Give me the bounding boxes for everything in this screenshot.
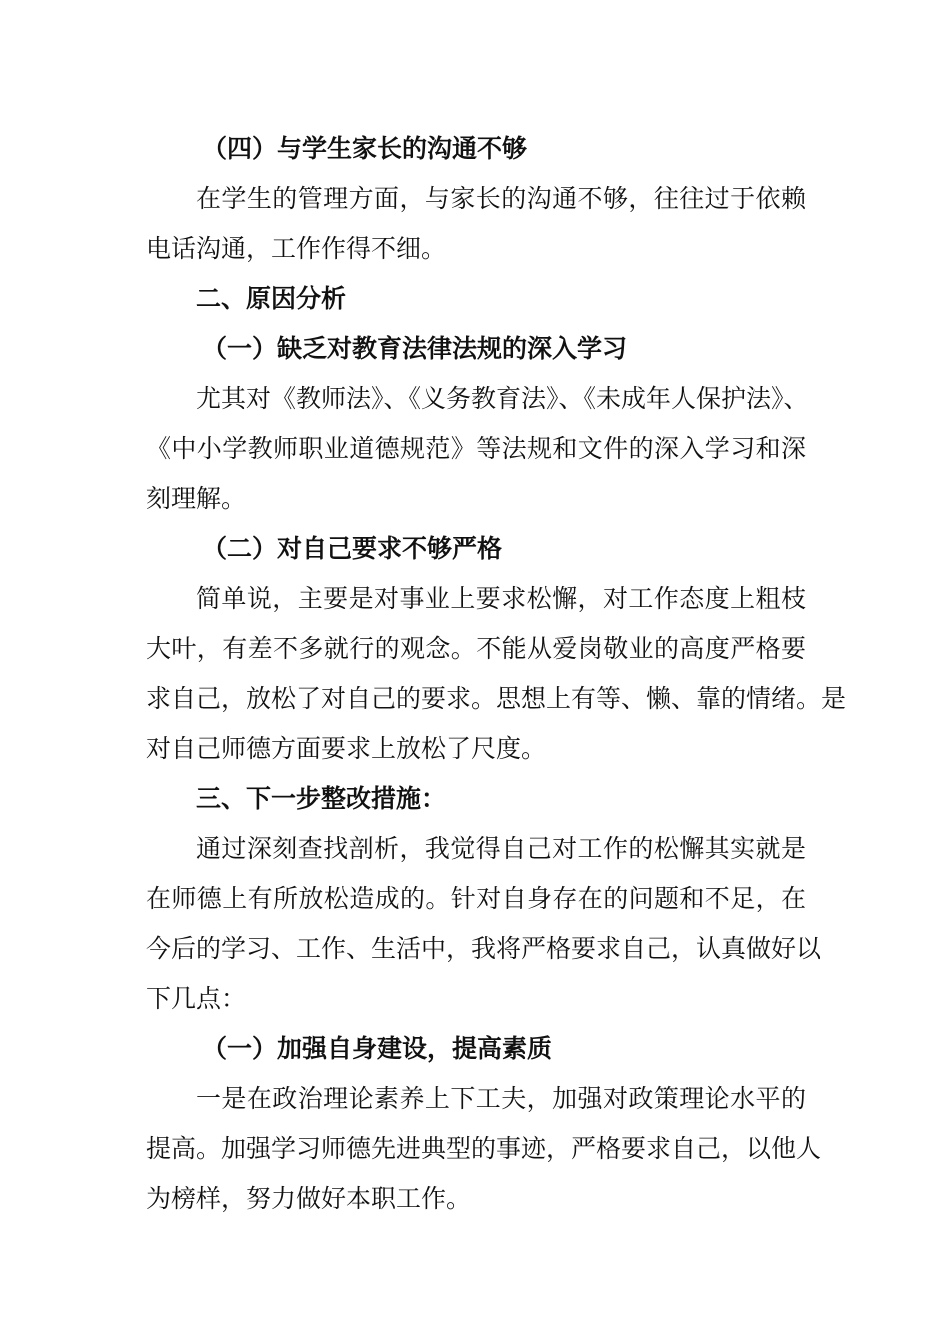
paragraph-line: 对自己师德方面要求上放松了尺度。 <box>146 734 547 763</box>
paragraph-line: 下几点： <box>146 984 247 1013</box>
section-heading-law-study: （一）缺乏对教育法律法规的深入学习 <box>202 334 628 363</box>
paragraph-line: 电话沟通，工作作得不细。 <box>146 234 447 263</box>
paragraph-line: 在学生的管理方面，与家长的沟通不够，往往过于依赖 <box>196 184 806 213</box>
section-heading-self-discipline: （二）对自己要求不够严格 <box>202 534 503 563</box>
paragraph-line: 刻理解。 <box>146 484 247 513</box>
paragraph-line: 提高。加强学习师德先进典型的事迹，严格要求自己，以他人 <box>146 1134 822 1163</box>
document-page <box>146 124 847 1224</box>
section-heading-self-improvement: （一）加强自身建设，提高素质 <box>202 1034 553 1063</box>
section-heading-cause-analysis: 二、原因分析 <box>196 284 347 313</box>
paragraph-line: 在师德上有所放松造成的。针对自身存在的问题和不足，在 <box>146 884 806 913</box>
paragraph-line: 为榜样，努力做好本职工作。 <box>146 1184 472 1213</box>
paragraph-line: 今后的学习、工作、生活中，我将严格要求自己，认真做好以 <box>146 934 822 963</box>
paragraph-line: 求自己，放松了对自己的要求。思想上有等、懒、靠的情绪。是 <box>146 684 847 713</box>
section-heading-rectification: 三、下一步整改措施： <box>196 784 447 813</box>
paragraph-line: 《中小学教师职业道德规范》等法规和文件的深入学习和深 <box>146 434 806 463</box>
section-heading-communication: （四）与学生家长的沟通不够 <box>202 134 528 163</box>
paragraph-line: 一是在政治理论素养上下工夫，加强对政策理论水平的 <box>196 1084 806 1113</box>
paragraph-line: 大叶，有差不多就行的观念。不能从爱岗敬业的高度严格要 <box>146 634 806 663</box>
paragraph-line: 简单说，主要是对事业上要求松懈，对工作态度上粗枝 <box>196 584 806 613</box>
paragraph-line: 通过深刻查找剖析，我觉得自己对工作的松懈其实就是 <box>196 834 806 863</box>
paragraph-line: 尤其对《教师法》、《义务教育法》、《未成年人保护法》、 <box>196 384 809 413</box>
